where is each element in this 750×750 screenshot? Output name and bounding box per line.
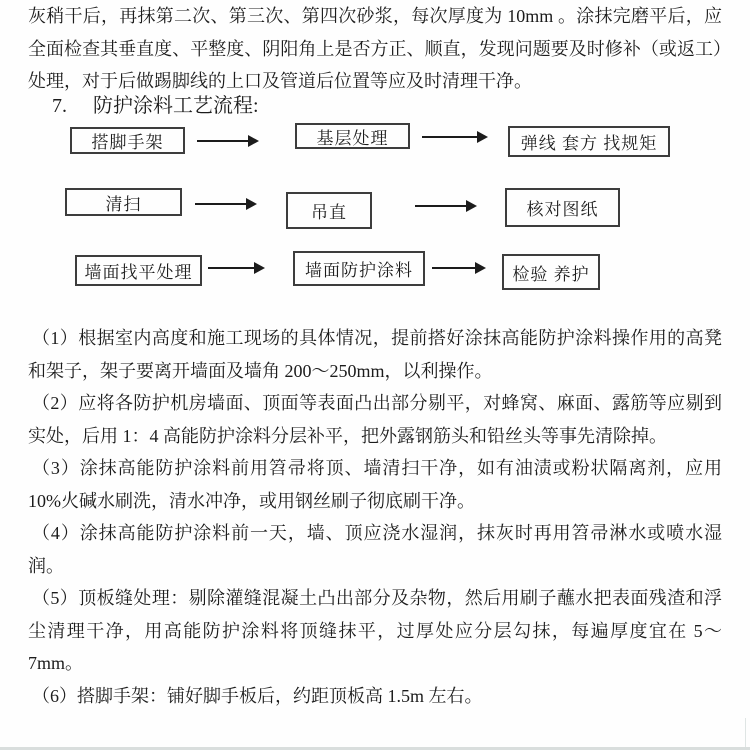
flow-step-base-treatment: 基层处理	[295, 123, 410, 149]
flow-step-scaffolding: 搭脚手架	[70, 127, 185, 154]
instruction-item-1: （1）根据室内高度和施工现场的具体情况，提前搭好涂抹高能防护涂料操作用的高凳和架子，架子要离开墙面及墙角 200～250mm，以利操作。	[28, 328, 722, 381]
numbered-instructions	[28, 322, 722, 712]
flow-step-wall-protective-coating: 墙面防护涂料	[293, 251, 425, 286]
process-flowchart	[0, 0, 750, 310]
instruction-item-4: （4）涂抹高能防护涂料前一天，墙、顶应浇水湿润，抹灰时再用笤帚淋水或喷水湿润。	[28, 523, 722, 576]
instruction-item-5: （5）顶板缝处理：剔除灌缝混凝土凸出部分及杂物，然后用刷子蘸水把表面残渣和浮尘清理干净，用高能防护涂料将顶缝抹平，过厚处应分层勾抹，每遍厚度宜在 5～7mm。	[28, 588, 722, 673]
scan-artifact-line	[745, 718, 746, 747]
instruction-item-3: （3）涂抹高能防护涂料前用笤帚将顶、墙清扫干净，如有油渍或粉状隔离剂，应用 10%火碱水刷洗，清水冲净，或用钢丝刷子彻底刷干净。	[28, 458, 722, 511]
instruction-item-2: （2）应将各防护机房墙面、顶面等表面凸出部分剔平，对蜂窝、麻面、露筋等应剔到实处，后用 1：4 高能防护涂料分层补平，把外露钢筋头和铅丝头等事先清除掉。	[28, 393, 722, 446]
section-number: 7.	[52, 95, 67, 117]
instruction-item-6: （6）搭脚手架：铺好脚手板后，约距顶板高 1.5m 左右。	[32, 685, 483, 706]
flow-step-plumb: 吊直	[286, 192, 372, 229]
arrow-right-icon	[415, 205, 475, 207]
arrow-right-icon	[422, 136, 486, 138]
arrow-right-icon	[197, 140, 257, 142]
intro-paragraph: 灰稍干后，再抹第二次、第三次、第四次砂浆，每次厚度为 10mm 。涂抹完磨平后，应全面检查其垂直度、平整度、阴阳角上是否方正、顺直，发现问题要及时修补（或返工）处理，对于后做踢脚线的上口及管道后位置等应及时清理干净。	[28, 6, 722, 91]
flow-step-check-drawings: 核对图纸	[505, 188, 620, 227]
flow-step-cleaning: 清扫	[65, 188, 182, 216]
flow-step-inspection-curing: 检验 养护	[502, 254, 600, 290]
arrow-right-icon	[195, 203, 255, 205]
section-title: 防护涂料工艺流程:	[93, 95, 259, 117]
flow-step-wall-leveling: 墙面找平处理	[75, 255, 202, 286]
arrow-right-icon	[432, 267, 484, 269]
flow-step-snap-lines: 弹线 套方 找规矩	[508, 126, 670, 157]
arrow-right-icon	[208, 267, 263, 269]
